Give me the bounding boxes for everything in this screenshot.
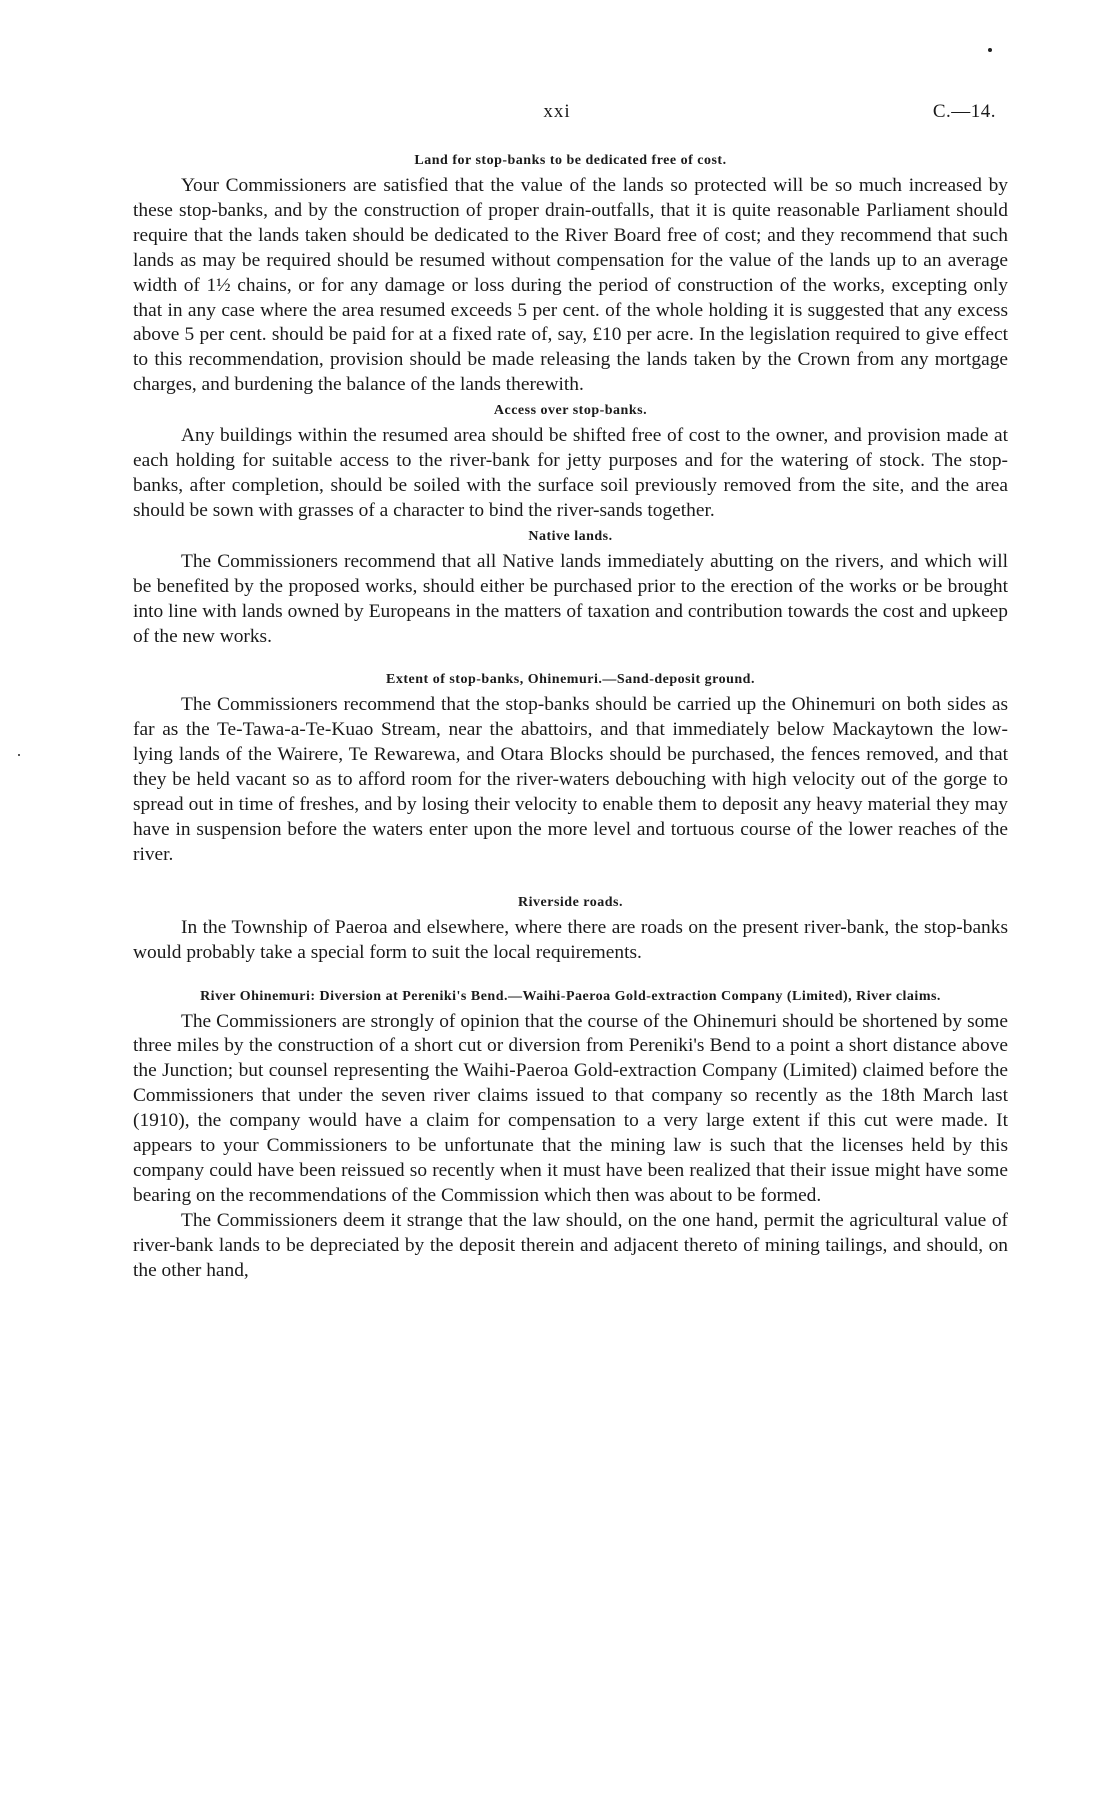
paragraph: The Commissioners deem it strange that the law should, on the one hand, permit the agricultural value of river-bank lands to be depreciated by the deposit therein and adjacent thereto of mining tailings, and should, on the other hand, (133, 1209, 1008, 1281)
section-heading: Riverside roads. (518, 894, 623, 910)
section-riverside-roads (133, 894, 1008, 966)
section-heading: Land for stop-banks to be dedicated free of cost. (414, 153, 727, 168)
paragraph: Any buildings within the resumed area should be shifted free of cost to the owner, and provision made at each holding for suitable access to the river-bank for jetty purposes and for the watering of stock. The stop-banks, after completion, should be soiled with the surface soil previously removed from the site, and the area should be sown with grasses of a character to bind the river-sands together. (133, 425, 1008, 521)
paragraph: The Commissioners recommend that the stop-banks should be carried up the Ohinemuri on both sides as far as the Te-Tawa-a-Te-Kuao Stream, near the abattoirs, and that immediately below Mackaytown the low-lying lands of the Wairere, Te Rewarewa, and Otara Blocks should be purchased, the fences removed, and that they be held vacant so as to afford room for the river-waters debouching with high velocity out of the gorge to spread out in time of freshes, and by losing their velocity to enable them to deposit any heavy material they may have in suspension before the waters enter upon the more level and tortuous course of the lower reaches of the river. (133, 694, 1008, 865)
scan-speck (988, 48, 992, 52)
body-text (133, 152, 1008, 1284)
page-header (0, 101, 1114, 125)
section-heading: Extent of stop-banks, Ohinemuri.—Sand-deposit ground. (386, 672, 755, 688)
section-heading: Native lands. (528, 528, 613, 544)
section-native-lands (133, 528, 1008, 650)
paragraph: The Commissioners are strongly of opinion that the course of the Ohinemuri should be shortened by some three miles by the construction of a short cut or diversion from Pereniki's Bend to a point a short distance above the Junction; but counsel representing the Waihi-Paeroa Gold-extraction Company (Limited) claimed before the Commissioners that under the seven river claims issued to that company so recently as the 18th March last (1910), the company would have a claim for compensation to a very large extent if this cut were made. It appears to your Commissioners to be unfortunate that the mining law is such that the licenses held by this company could have been reissued so recently when it must have been realized that their issue might have some bearing on the recommendations of the Commission which then was about to be formed. (133, 1010, 1008, 1206)
scan-speck (18, 754, 20, 756)
document-code: C.—14. (932, 101, 996, 122)
paragraph: Your Commissioners are satisfied that the value of the lands so protected will be so much increased by these stop-banks, and by the construction of proper drain-outfalls, that it is quite reasonable Parliament should require that the lands taken should be dedicated to the River Board free of cost; and they recommend that such lands as may be required should be resumed without compensation for the value of the lands up to an average width of 1½ chains, or for any damage or loss during the period of construction of the works, excepting only that in any case where the area resumed exceeds 5 per cent. of the whole holding it is suggested that any excess above 5 per cent. should be paid for at a fixed rate of, say, £10 per acre. In the legislation required to give effect to this recommendation, provision should be made releasing the lands taken by the Crown from any mortgage charges, and burdening the balance of the lands therewith. (133, 175, 1008, 396)
section-extent-of-stop-banks (133, 671, 1008, 867)
section-river-ohinemuri-diversion (133, 988, 1008, 1284)
section-heading: Access over stop-banks. (493, 403, 648, 419)
paragraph: The Commissioners recommend that all Native lands immediately abutting on the rivers, and which will be benefited by the proposed works, should either be purchased prior to the erection of the works or be brought into line with lands owned by Europeans in the matters of taxation and contribution towards the cost and upkeep of the new works. (133, 550, 1008, 647)
section-access-over-stop-banks (133, 402, 1008, 524)
paragraph: In the Township of Paeroa and elsewhere, where there are roads on the present river-bank, the stop-banks would probably take a special form to suit the local requirements. (133, 916, 1008, 963)
page-number: xxi (543, 101, 571, 122)
section-land-for-stop-banks (133, 152, 1008, 398)
section-heading: River Ohinemuri: Diversion at Pereniki's Bend.—Waihi-Paeroa Gold-extraction Company (Limited), River claims. (200, 988, 941, 1004)
